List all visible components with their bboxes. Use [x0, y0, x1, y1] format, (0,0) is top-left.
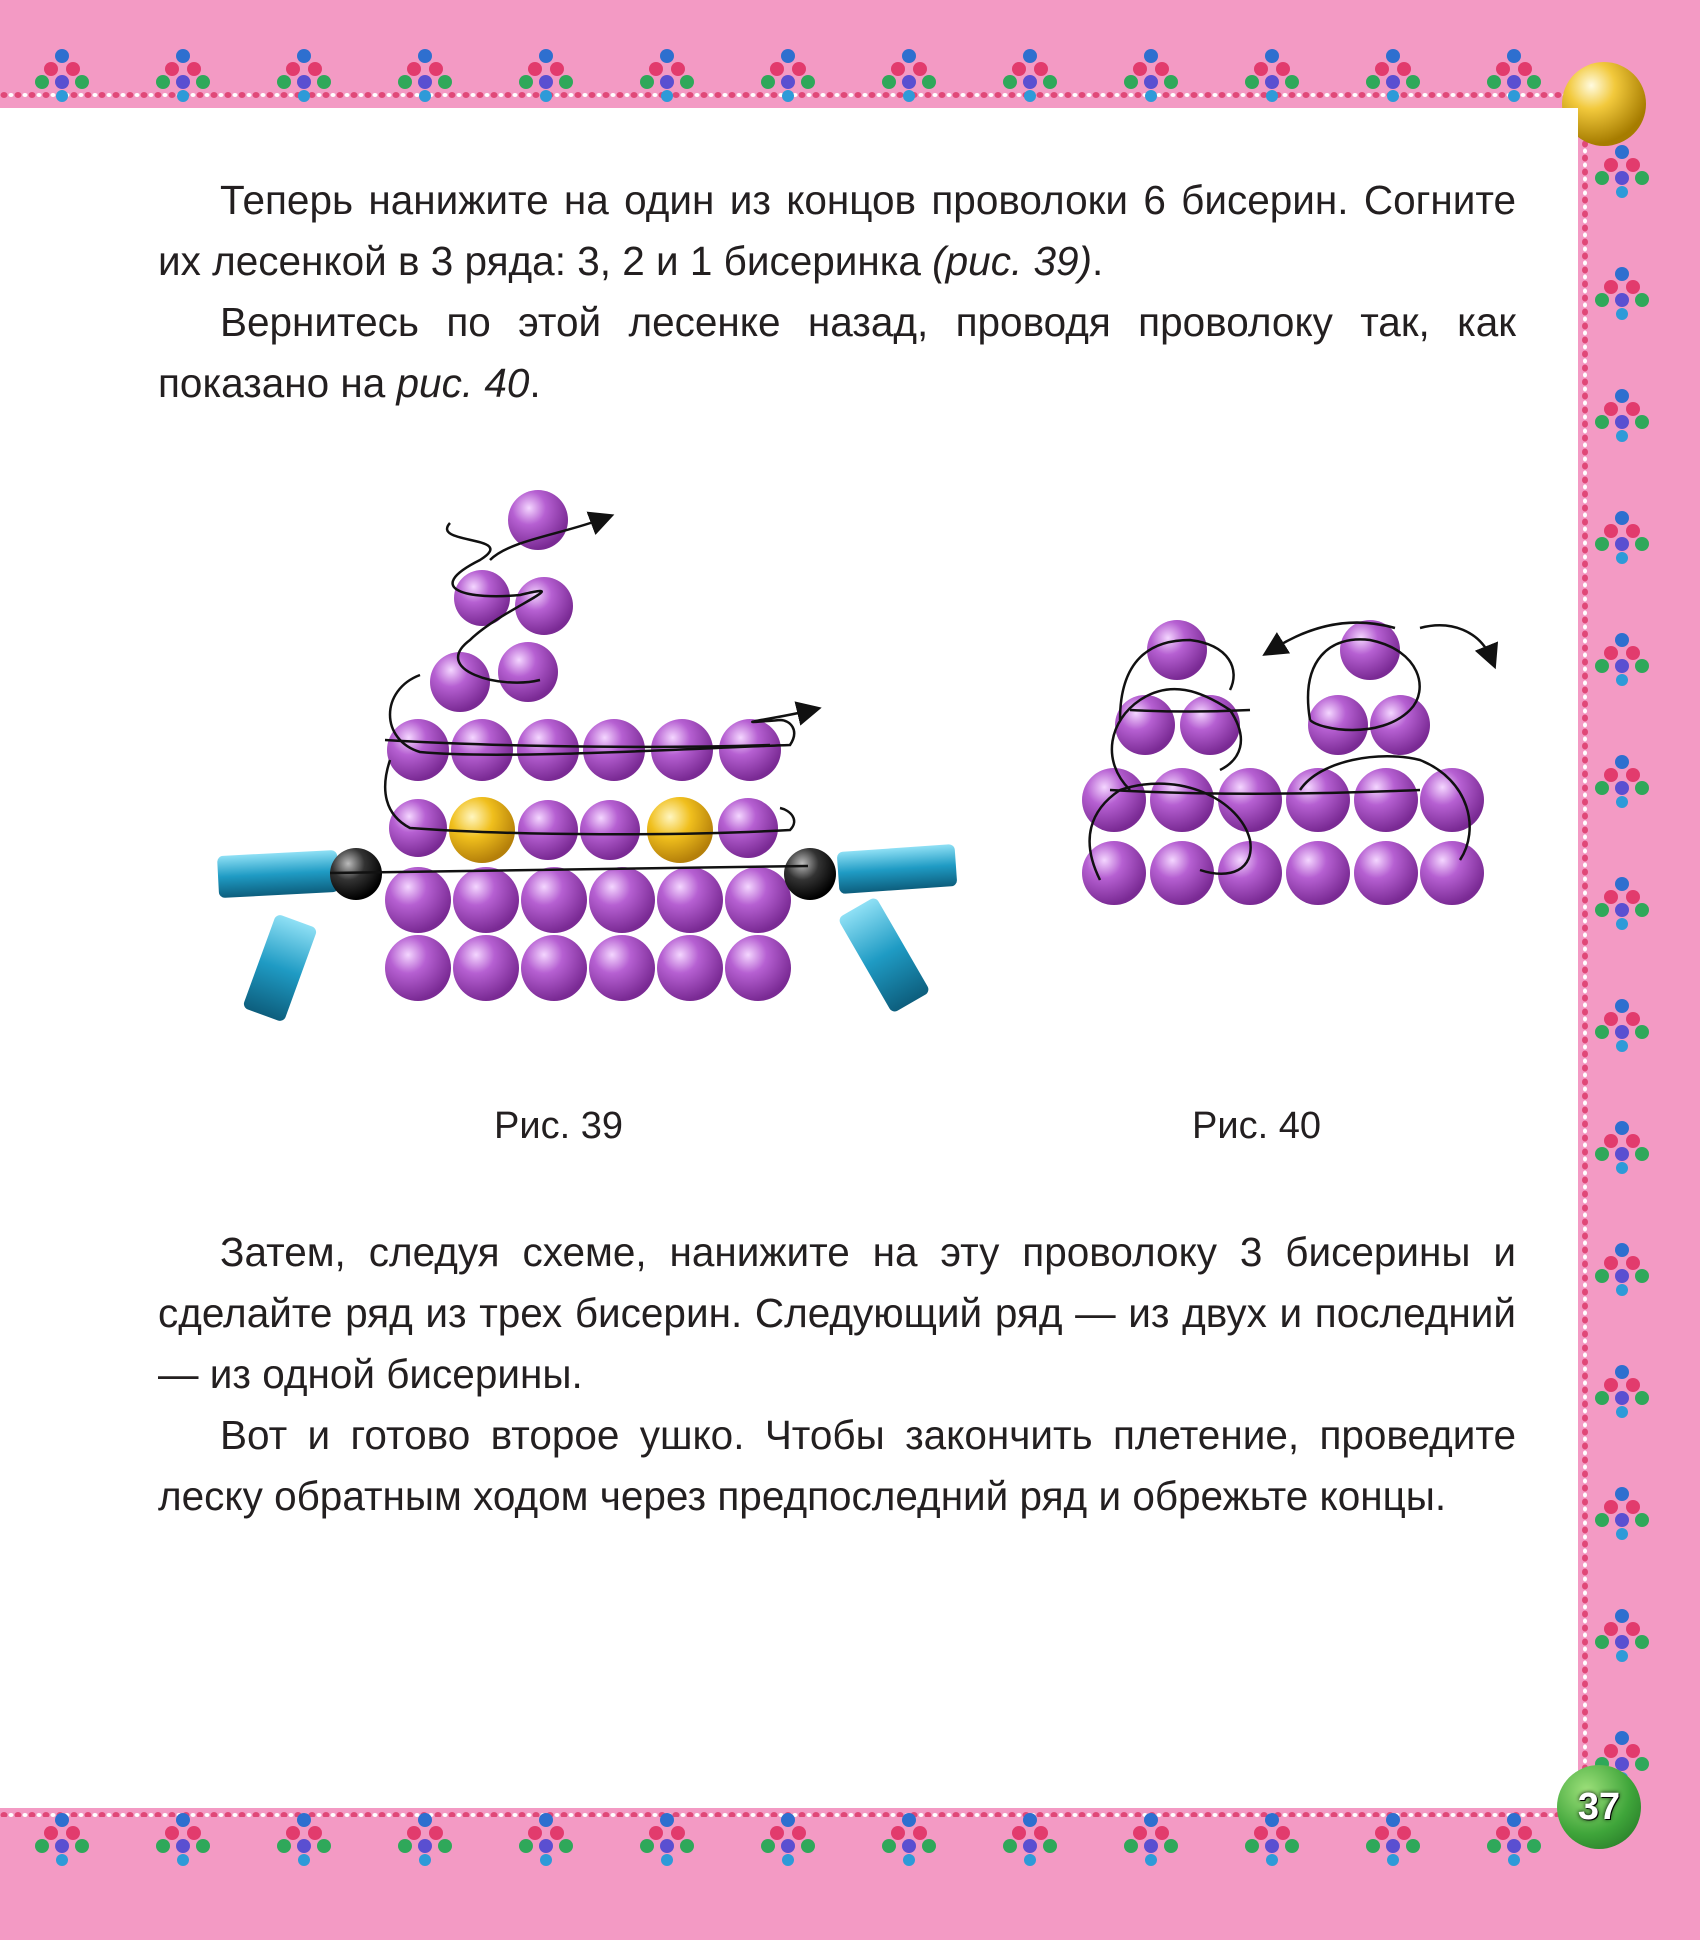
bead-purple — [1150, 768, 1214, 832]
bead-purple — [1420, 841, 1484, 905]
bead-purple — [657, 867, 723, 933]
bead-purple — [1354, 768, 1418, 832]
bead-purple — [521, 867, 587, 933]
caption-figure-40: Рис. 40 — [1192, 1105, 1321, 1147]
bead-purple — [719, 719, 781, 781]
bead-purple — [1115, 695, 1175, 755]
bead-purple — [718, 798, 778, 858]
bead-purple — [385, 935, 451, 1001]
bead-black — [784, 848, 836, 900]
bead-purple — [515, 577, 573, 635]
bead-purple — [583, 719, 645, 781]
bead-purple — [580, 800, 640, 860]
bead-purple — [1218, 768, 1282, 832]
bead-purple — [1420, 768, 1484, 832]
figure-39 — [217, 490, 957, 1023]
bead-purple — [589, 867, 655, 933]
page-number-badge: 37 — [1557, 1765, 1641, 1849]
bead-purple — [521, 935, 587, 1001]
paragraph-2: Вернитесь по этой лесенке назад, проводя проволоку так, как показано на рис. 40. — [158, 299, 1516, 406]
paragraph-1: Теперь нанижите на один из концов проволоки 6 бисерин. Согните их лесенкой в 3 ряда: 3, 2 и 1 бисеринка (рис. 39). — [158, 177, 1516, 284]
paragraph-3: Затем, следуя схеме, нанижите на эту проволоку 3 бисерины и сделайте ряд из трех бисерин. Следующий ряд — из двух и последний — из одной бисерины. — [158, 1229, 1516, 1397]
bead-purple — [1082, 841, 1146, 905]
bead-purple — [453, 935, 519, 1001]
bead-purple — [1340, 620, 1400, 680]
figure-ref-40: рис. 40 — [396, 360, 530, 406]
figure-ref-39: (рис. 39) — [932, 238, 1092, 284]
bead-purple — [725, 867, 791, 933]
bead-gold — [647, 797, 713, 863]
bead-purple — [657, 935, 723, 1001]
bead-purple — [1286, 768, 1350, 832]
bead-purple — [498, 642, 558, 702]
bead-purple — [453, 867, 519, 933]
figure-40 — [1082, 620, 1492, 905]
text-block-bottom — [158, 1222, 1516, 1527]
bead-purple — [518, 800, 578, 860]
bead-purple — [387, 719, 449, 781]
bead-purple — [385, 867, 451, 933]
bead-purple — [430, 652, 490, 712]
bead-purple — [451, 719, 513, 781]
paragraph-4: Вот и готово второе ушко. Чтобы закончить плетение, проведите леску обратным ходом через предпоследний ряд и обрежьте концы. — [158, 1412, 1516, 1519]
bead-purple — [1286, 841, 1350, 905]
caption-figure-39: Рис. 39 — [494, 1105, 623, 1147]
bead-purple — [1150, 841, 1214, 905]
bead-purple — [508, 490, 568, 550]
bead-purple — [725, 935, 791, 1001]
bead-purple — [1147, 620, 1207, 680]
bead-purple — [1180, 695, 1240, 755]
bead-purple — [517, 719, 579, 781]
bead-purple — [589, 935, 655, 1001]
bead-purple — [1354, 841, 1418, 905]
bead-purple — [1370, 695, 1430, 755]
